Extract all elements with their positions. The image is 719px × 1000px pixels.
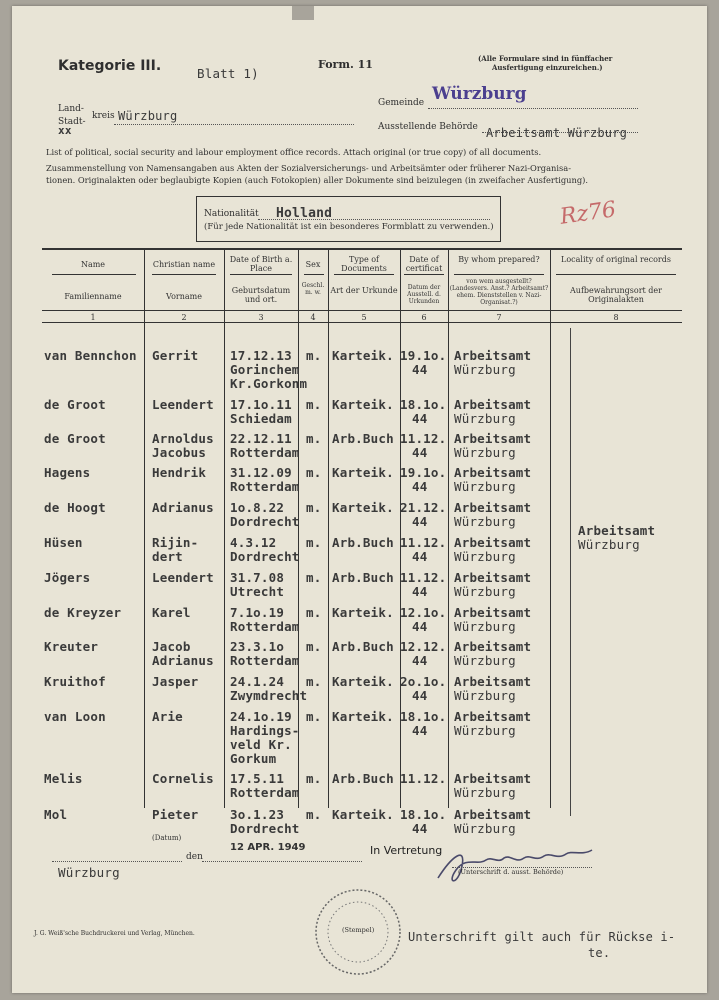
prepared-by-line-2: Würzburg xyxy=(454,723,516,738)
birth-date: 17.1o.11 xyxy=(230,397,292,412)
col5-header-de: Art der Urkunde xyxy=(330,286,398,295)
col5-header-en: Type of Documents xyxy=(341,255,387,273)
certificate-year: 44 xyxy=(412,549,428,564)
description-en: List of political, social security and labour employment office records. Attach original (or true copy) of all documents. xyxy=(46,147,542,157)
family-name: van Bennchon xyxy=(44,348,137,363)
certificate-date: 18.1o. xyxy=(400,709,447,724)
prepared-by-line-2: Würzburg xyxy=(454,411,516,426)
first-name-line-2: Adrianus xyxy=(152,653,214,668)
prepared-by: Arbeitsamt xyxy=(454,500,532,515)
document-type: Karteik. xyxy=(332,397,394,412)
col2-header-de: Vorname xyxy=(166,292,202,301)
prepared-by: Arbeitsamt xyxy=(454,674,532,689)
sex: m. xyxy=(306,807,322,822)
col1-header-de: Familienname xyxy=(64,292,122,301)
printer-imprint: J. G. Weiß'sche Buchdruckerei und Verlag, München. xyxy=(34,930,195,937)
prepared-by: Arbeitsamt xyxy=(454,431,532,446)
table-top-line xyxy=(42,248,682,250)
prepared-by-line-2: Würzburg xyxy=(454,785,516,800)
in-vertretung: In Vertretung xyxy=(370,844,443,857)
document-type: Karteik. xyxy=(332,807,394,822)
sex: m. xyxy=(306,639,322,654)
table-row xyxy=(42,772,682,812)
col4-number: 4 xyxy=(310,313,316,322)
family-name: de Hoogt xyxy=(44,500,106,515)
col8-header-de: Aufbewahrungsort der Originalakten xyxy=(570,286,662,304)
family-name: Kreuter xyxy=(44,639,99,654)
notice-line-2: Ausfertigung einzureichen.) xyxy=(492,63,603,72)
certificate-year: 44 xyxy=(412,411,428,426)
certificate-date: 2o.1o. xyxy=(400,674,447,689)
sex: m. xyxy=(306,535,322,550)
birth-place: Schiedam xyxy=(230,411,292,426)
prepared-by: Arbeitsamt xyxy=(454,397,532,412)
table-row xyxy=(42,349,682,389)
stadt-label: Stadt- xyxy=(58,117,86,127)
locality-line-2: Würzburg xyxy=(578,537,640,552)
nationality-value: Holland xyxy=(276,206,333,221)
birth-date: 24.1.24 xyxy=(230,674,285,689)
certificate-year: 44 xyxy=(412,514,428,529)
sex: m. xyxy=(306,605,322,620)
place-line xyxy=(52,860,182,862)
handwritten-mark: Rz76 xyxy=(558,197,618,230)
certificate-date: 11.12. xyxy=(400,771,447,786)
gemeinde-line xyxy=(428,107,638,109)
first-name: Hendrik xyxy=(152,465,207,480)
certificate-year: 44 xyxy=(412,653,428,668)
description-de-1: Zusammenstellung von Namensangaben aus Akten der Sozialversicherungs- und Arbeitsämter oder früherer Nazi-Organisa- xyxy=(46,163,572,173)
first-name: Pieter xyxy=(152,807,199,822)
document-type: Arb.Buch xyxy=(332,431,394,446)
col5-subline xyxy=(334,274,394,275)
date-stamp: 12 APR. 1949 xyxy=(230,842,306,853)
certificate-year: 44 xyxy=(412,619,428,634)
col5-number: 5 xyxy=(361,313,367,322)
family-name: Mol xyxy=(44,807,68,822)
col2-number: 2 xyxy=(181,313,187,322)
certificate-date: 11.12. xyxy=(400,570,447,585)
sex: m. xyxy=(306,771,322,786)
certificate-date: 12.1o. xyxy=(400,605,447,620)
document-type: Arb.Buch xyxy=(332,639,394,654)
certificate-date: 19.1o. xyxy=(400,465,447,480)
birth-place: Zwymdrecht xyxy=(230,688,308,703)
document-type: Karteik. xyxy=(332,500,394,515)
locality-line-1: Arbeitsamt xyxy=(578,523,656,538)
first-name: Karel xyxy=(152,605,191,620)
col8-number: 8 xyxy=(613,313,619,322)
prepared-by-line-2: Würzburg xyxy=(454,821,516,836)
certificate-year: 44 xyxy=(412,584,428,599)
first-name: Leendert xyxy=(152,397,214,412)
certificate-year: 44 xyxy=(412,362,428,377)
certificate-year: 44 xyxy=(412,688,428,703)
den-label: den xyxy=(186,852,203,862)
family-name: Melis xyxy=(44,771,83,786)
strike-xx: xx xyxy=(58,124,72,137)
certificate-year: 44 xyxy=(412,479,428,494)
sex: m. xyxy=(306,431,322,446)
prepared-by-line-2: Würzburg xyxy=(454,445,516,460)
prepared-by: Arbeitsamt xyxy=(454,535,532,550)
col7-header-de: von wem ausgestellt? (Landesvers. Anst.? Arbeitsamt? ehem. Dienststellen v. Nazi-Organisat.?) xyxy=(449,278,549,306)
gemeinde-label: Gemeinde xyxy=(378,98,425,108)
locality-bracket xyxy=(560,328,571,816)
col7-header-en: By whom prepared? xyxy=(458,255,540,264)
birth-place: Rotterdam xyxy=(230,785,300,800)
certificate-year: 44 xyxy=(412,445,428,460)
birth-date: 24.1o.19 xyxy=(230,709,292,724)
behoerde-label: Ausstellende Behörde xyxy=(378,122,478,132)
document-type: Arb.Buch xyxy=(332,570,394,585)
birth-date: 7.1o.19 xyxy=(230,605,285,620)
prepared-by-line-2: Würzburg xyxy=(454,514,516,529)
nationality-note: (Für jede Nationalität ist ein besonderes Formblatt zu verwenden.) xyxy=(204,222,494,232)
col6-header-de: Datum der Ausstell. d. Urkunden xyxy=(407,284,441,305)
prepared-by: Arbeitsamt xyxy=(454,639,532,654)
notice-line-1: (Alle Formulare sind in fünffacher xyxy=(478,54,613,63)
family-name: de Kreyzer xyxy=(44,605,122,620)
prepared-by-line-2: Würzburg xyxy=(454,549,516,564)
certificate-date: 21.12. xyxy=(400,500,447,515)
certificate-year: 44 xyxy=(412,821,428,836)
prepared-by: Arbeitsamt xyxy=(454,807,532,822)
kreis-label: kreis xyxy=(92,111,115,121)
category-title: Kategorie III. xyxy=(58,58,162,74)
table-head-line xyxy=(42,310,682,311)
footer-place: Würzburg xyxy=(58,865,120,880)
family-name: Hüsen xyxy=(44,535,83,550)
birth-place: Hardings- xyxy=(230,723,300,738)
col2-header-en: Christian name xyxy=(152,260,216,269)
sheet-number: Blatt 1) xyxy=(197,66,259,81)
col2-subline xyxy=(152,274,216,275)
certificate-date: 19.1o. xyxy=(400,348,447,363)
birth-place-line-2: veld Kr. xyxy=(230,737,292,752)
col8-header-en: Locality of original records xyxy=(561,255,671,264)
prepared-by: Arbeitsamt xyxy=(454,570,532,585)
birth-place: Dordrecht xyxy=(230,821,300,836)
prepared-by: Arbeitsamt xyxy=(454,605,532,620)
date-line xyxy=(202,860,362,862)
prepared-by-line-2: Würzburg xyxy=(454,479,516,494)
col3-header-en: Date of Birth a. Place xyxy=(229,255,293,273)
col1-number: 1 xyxy=(90,313,96,322)
birth-place: Gorinchem xyxy=(230,362,300,377)
prepared-by: Arbeitsamt xyxy=(454,709,532,724)
col7-number: 7 xyxy=(496,313,502,322)
table-num-line xyxy=(42,322,682,323)
family-name: de Groot xyxy=(44,397,106,412)
birth-place: Rotterdam xyxy=(230,653,300,668)
prepared-by-line-2: Würzburg xyxy=(454,653,516,668)
birth-place: Dordrecht xyxy=(230,549,300,564)
land-label: Land- xyxy=(58,104,84,114)
prepared-by: Arbeitsamt xyxy=(454,465,532,480)
signature-label: (Unterschrift d. ausst. Behörde) xyxy=(458,868,564,876)
birth-date: 1o.8.22 xyxy=(230,500,285,515)
first-name: Cornelis xyxy=(152,771,214,786)
kreis-value: Würzburg xyxy=(118,109,178,123)
col7-subline xyxy=(454,274,544,275)
document-type: Karteik. xyxy=(332,674,394,689)
first-name-line-2: dert xyxy=(152,549,183,564)
certificate-year: 44 xyxy=(412,723,428,738)
prepared-by: Arbeitsamt xyxy=(454,771,532,786)
first-name: Gerrit xyxy=(152,348,199,363)
sex: m. xyxy=(306,397,322,412)
birth-date: 4.3.12 xyxy=(230,535,277,550)
prepared-by-line-2: Würzburg xyxy=(454,362,516,377)
prepared-by-line-2: Würzburg xyxy=(454,619,516,634)
first-name: Jasper xyxy=(152,674,199,689)
birth-place: Utrecht xyxy=(230,584,285,599)
document-type: Karteik. xyxy=(332,605,394,620)
document-sheet xyxy=(12,6,707,993)
sex: m. xyxy=(306,674,322,689)
sex: m. xyxy=(306,348,322,363)
description-de-2: tionen. Originalakten oder beglaubigte Kopien (auch Fotokopien) aller Dokumente sind beizulegen (in zweifacher Ausfertigung). xyxy=(46,175,589,185)
col6-header-en: Date of certificat xyxy=(405,255,443,273)
certificate-date: 11.12. xyxy=(400,535,447,550)
col1-header-en: Name xyxy=(80,260,106,269)
col3-subline xyxy=(230,274,292,275)
col4-subline xyxy=(304,274,324,275)
birth-place: Rotterdam xyxy=(230,445,300,460)
prepared-by-line-2: Würzburg xyxy=(454,688,516,703)
birth-place-line-2: Kr.Gorkonm xyxy=(230,376,308,391)
sex: m. xyxy=(306,500,322,515)
col4-header-en: Sex xyxy=(305,260,321,269)
prepared-by: Arbeitsamt xyxy=(454,348,532,363)
col1-subline xyxy=(52,274,136,275)
sex: m. xyxy=(306,465,322,480)
birth-date: 31.7.08 xyxy=(230,570,285,585)
col4-header-de: Geschl. m. w. xyxy=(301,282,325,296)
birth-date: 17.12.13 xyxy=(230,348,292,363)
certificate-date: 18.1o. xyxy=(400,397,447,412)
back-note-line-2: te. xyxy=(588,946,611,960)
first-name: Arie xyxy=(152,709,183,724)
birth-date: 23.3.1o xyxy=(230,639,285,654)
family-name: Jögers xyxy=(44,570,91,585)
document-type: Arb.Buch xyxy=(332,771,394,786)
behoerde-value: Arbeitsamt Würzburg xyxy=(486,126,628,140)
certificate-date: 18.1o. xyxy=(400,807,447,822)
col8-subline xyxy=(556,274,676,275)
form-number: Form. 11 xyxy=(318,58,373,71)
datum-label: (Datum) xyxy=(152,834,182,842)
first-name: Leendert xyxy=(152,570,214,585)
sex: m. xyxy=(306,570,322,585)
table-row xyxy=(42,709,682,766)
first-name: Adrianus xyxy=(152,500,214,515)
document-type: Karteik. xyxy=(332,465,394,480)
sex: m. xyxy=(306,709,322,724)
birth-place-line-3: Gorkum xyxy=(230,751,277,766)
col6-subline xyxy=(404,274,444,275)
back-note-line-1: Unterschrift gilt auch für Rückse i- xyxy=(408,930,676,944)
first-name: Jacob xyxy=(152,639,191,654)
birth-date: 22.12.11 xyxy=(230,431,292,446)
gemeinde-stamp: Würzburg xyxy=(432,84,527,104)
family-name: de Groot xyxy=(44,431,106,446)
col3-number: 3 xyxy=(258,313,264,322)
family-name: van Loon xyxy=(44,709,106,724)
stamp-label: (Stempel) xyxy=(342,926,375,934)
col3-header-de: Geburtsdatum und ort. xyxy=(231,286,291,304)
family-name: Hagens xyxy=(44,465,91,480)
birth-date: 3o.1.23 xyxy=(230,807,285,822)
first-name-line-2: Jacobus xyxy=(152,445,207,460)
family-name: Kruithof xyxy=(44,674,106,689)
document-type: Karteik. xyxy=(332,709,394,724)
birth-place: Rotterdam xyxy=(230,619,300,634)
first-name: Rijin- xyxy=(152,535,199,550)
kreis-line xyxy=(114,123,354,125)
birth-place: Rotterdam xyxy=(230,479,300,494)
nationality-label: Nationalität xyxy=(204,209,259,219)
birth-date: 31.12.09 xyxy=(230,465,292,480)
document-type: Karteik. xyxy=(332,348,394,363)
birth-place: Dordrecht xyxy=(230,514,300,529)
col6-number: 6 xyxy=(421,313,427,322)
first-name: Arnoldus xyxy=(152,431,214,446)
birth-date: 17.5.11 xyxy=(230,771,285,786)
certificate-date: 11.12. xyxy=(400,431,447,446)
document-type: Arb.Buch xyxy=(332,535,394,550)
certificate-date: 12.12. xyxy=(400,639,447,654)
prepared-by-line-2: Würzburg xyxy=(454,584,516,599)
